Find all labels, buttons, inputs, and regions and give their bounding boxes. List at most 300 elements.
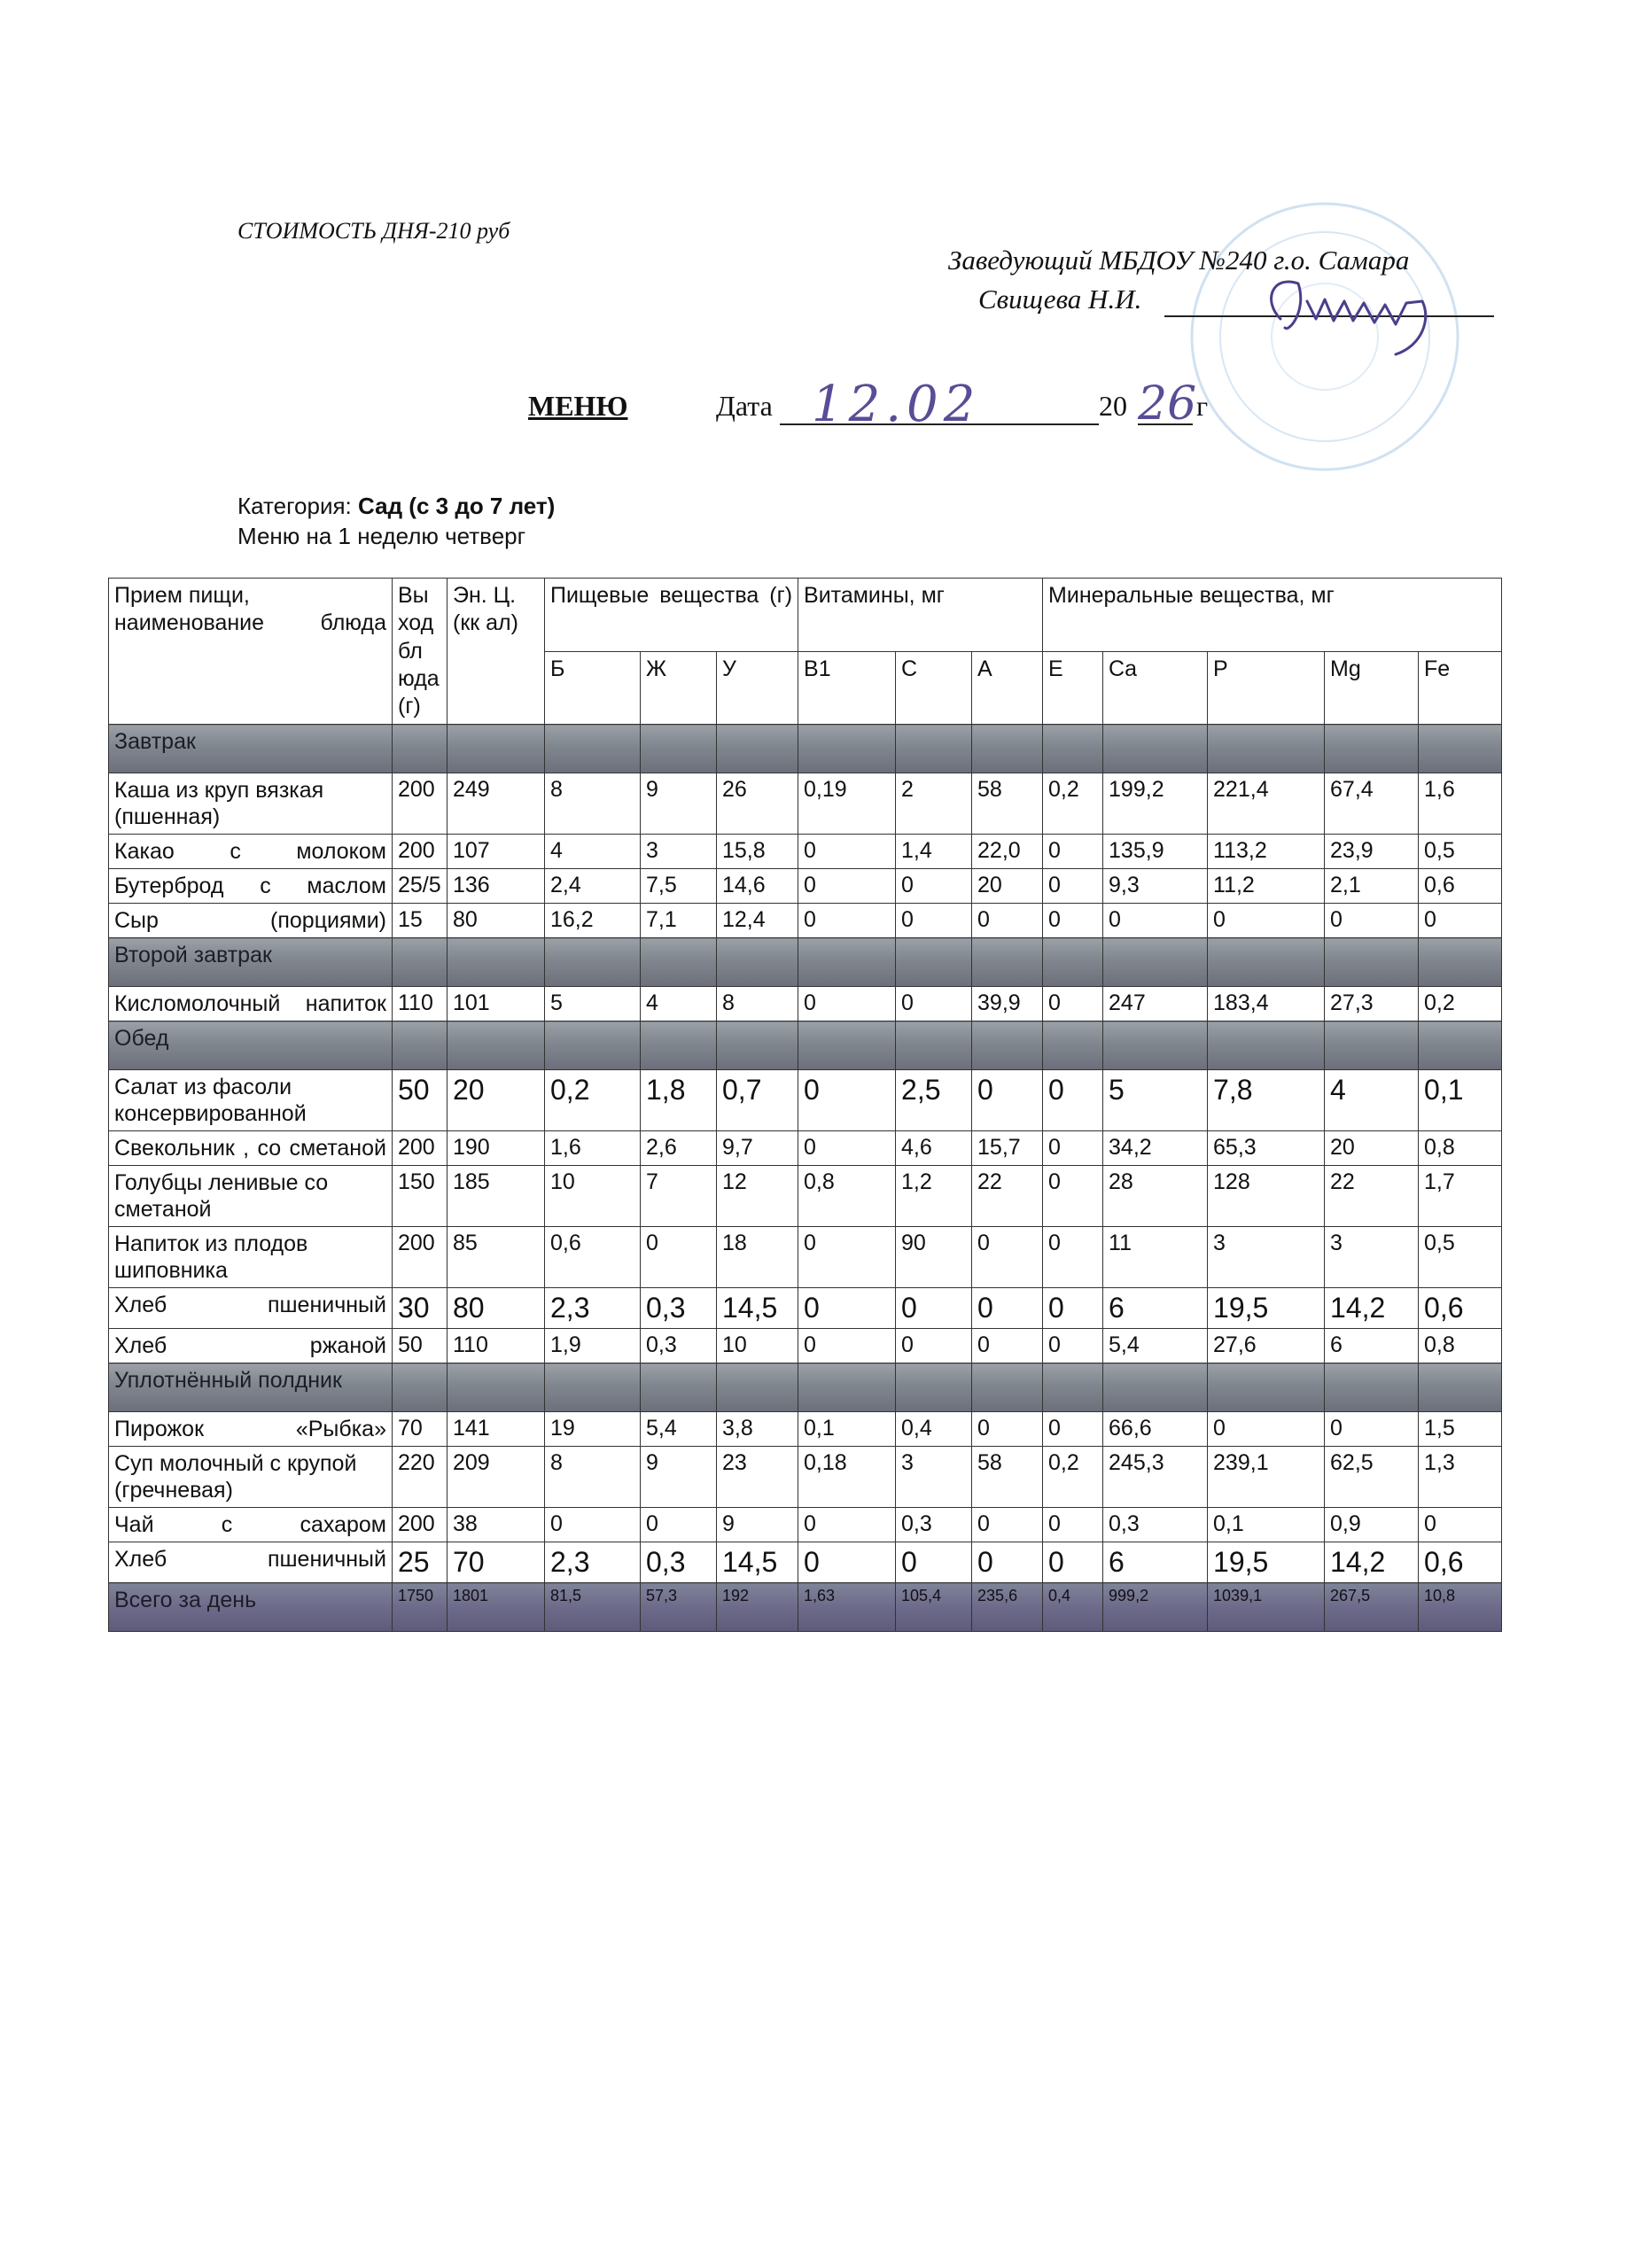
value-cell: 0,3 xyxy=(1103,1508,1208,1542)
dish-name: Хлеб пшеничный xyxy=(109,1542,393,1583)
value-cell: 9,7 xyxy=(717,1131,798,1166)
value-cell: 8 xyxy=(545,773,641,835)
table-row xyxy=(109,1542,1502,1583)
header-energy: Эн. Ц.(кк ал) xyxy=(448,579,545,725)
value-cell: 80 xyxy=(448,1288,545,1329)
value-cell: 220 xyxy=(393,1447,448,1508)
value-cell: 23,9 xyxy=(1325,835,1419,869)
value-cell: 0,2 xyxy=(1043,1447,1103,1508)
value-cell: 0 xyxy=(972,1542,1043,1583)
header-vitamins: Витамины, мг xyxy=(798,579,1043,652)
section-empty-cell xyxy=(1103,1021,1208,1070)
total-value-cell: 1750 xyxy=(393,1583,448,1632)
value-cell: 185 xyxy=(448,1166,545,1227)
value-cell: 101 xyxy=(448,987,545,1021)
value-cell: 58 xyxy=(972,1447,1043,1508)
subheader-cell: Fe xyxy=(1419,651,1502,725)
value-cell: 0,4 xyxy=(896,1412,972,1447)
value-cell: 0,3 xyxy=(896,1508,972,1542)
section-title: Обед xyxy=(109,1021,393,1070)
value-cell: 1,8 xyxy=(641,1070,717,1131)
value-cell: 200 xyxy=(393,835,448,869)
value-cell: 247 xyxy=(1103,987,1208,1021)
value-cell: 0,2 xyxy=(1419,987,1502,1021)
value-cell: 221,4 xyxy=(1208,773,1325,835)
value-cell: 80 xyxy=(448,904,545,938)
value-cell: 0 xyxy=(1043,1412,1103,1447)
value-cell: 1,4 xyxy=(896,835,972,869)
dish-name: Сыр (порциями) xyxy=(109,904,393,938)
section-empty-cell xyxy=(972,938,1043,987)
table-row xyxy=(109,1227,1502,1288)
table-row xyxy=(109,1329,1502,1363)
value-cell: 10 xyxy=(545,1166,641,1227)
value-cell: 0 xyxy=(1103,904,1208,938)
table-row xyxy=(109,1070,1502,1131)
value-cell: 0,8 xyxy=(1419,1131,1502,1166)
value-cell: 5,4 xyxy=(641,1412,717,1447)
total-value-cell: 999,2 xyxy=(1103,1583,1208,1632)
value-cell: 0 xyxy=(972,1412,1043,1447)
section-empty-cell xyxy=(1043,1363,1103,1412)
value-cell: 1,3 xyxy=(1419,1447,1502,1508)
menu-title: МЕНЮ xyxy=(528,390,628,422)
section-empty-cell xyxy=(798,938,896,987)
dish-name: Голубцы ленивые со сметаной xyxy=(109,1166,393,1227)
menu-table xyxy=(108,578,1502,1632)
value-cell: 27,3 xyxy=(1325,987,1419,1021)
value-cell: 249 xyxy=(448,773,545,835)
value-cell: 0,6 xyxy=(1419,1542,1502,1583)
value-cell: 113,2 xyxy=(1208,835,1325,869)
value-cell: 9 xyxy=(641,1447,717,1508)
value-cell: 70 xyxy=(448,1542,545,1583)
value-cell: 9,3 xyxy=(1103,869,1208,904)
value-cell: 0 xyxy=(972,1508,1043,1542)
value-cell: 200 xyxy=(393,773,448,835)
value-cell: 0 xyxy=(1208,904,1325,938)
head-name: Свищева Н.И. xyxy=(978,284,1142,315)
value-cell: 110 xyxy=(448,1329,545,1363)
value-cell: 0,1 xyxy=(798,1412,896,1447)
value-cell: 0 xyxy=(1043,904,1103,938)
value-cell: 0 xyxy=(972,1070,1043,1131)
section-empty-cell xyxy=(717,1021,798,1070)
value-cell: 85 xyxy=(448,1227,545,1288)
subheader-cell: B1 xyxy=(798,651,896,725)
section-empty-cell xyxy=(972,1363,1043,1412)
section-empty-cell xyxy=(896,1363,972,1412)
table-row xyxy=(109,835,1502,869)
value-cell: 0,19 xyxy=(798,773,896,835)
subheader-cell: A xyxy=(972,651,1043,725)
value-cell: 7,8 xyxy=(1208,1070,1325,1131)
table-row xyxy=(109,1166,1502,1227)
section-empty-cell xyxy=(1208,725,1325,773)
value-cell: 15,7 xyxy=(972,1131,1043,1166)
value-cell: 0 xyxy=(798,1070,896,1131)
section-empty-cell xyxy=(1103,938,1208,987)
value-cell: 11 xyxy=(1103,1227,1208,1288)
value-cell: 0,1 xyxy=(1208,1508,1325,1542)
value-cell: 0,8 xyxy=(1419,1329,1502,1363)
value-cell: 0 xyxy=(1043,1070,1103,1131)
value-cell: 67,4 xyxy=(1325,773,1419,835)
total-value-cell: 1,63 xyxy=(798,1583,896,1632)
section-empty-cell xyxy=(545,725,641,773)
value-cell: 6 xyxy=(1325,1329,1419,1363)
value-cell: 66,6 xyxy=(1103,1412,1208,1447)
value-cell: 11,2 xyxy=(1208,869,1325,904)
value-cell: 7,1 xyxy=(641,904,717,938)
value-cell: 141 xyxy=(448,1412,545,1447)
value-cell: 0 xyxy=(896,1542,972,1583)
value-cell: 4 xyxy=(641,987,717,1021)
value-cell: 12 xyxy=(717,1166,798,1227)
value-cell: 7,5 xyxy=(641,869,717,904)
total-label: Всего за день xyxy=(109,1583,393,1632)
section-empty-cell xyxy=(1325,1363,1419,1412)
value-cell: 0,6 xyxy=(545,1227,641,1288)
year-prefix: 20 xyxy=(1099,390,1127,422)
value-cell: 58 xyxy=(972,773,1043,835)
value-cell: 62,5 xyxy=(1325,1447,1419,1508)
value-cell: 6 xyxy=(1103,1288,1208,1329)
section-empty-cell xyxy=(393,1363,448,1412)
value-cell: 19,5 xyxy=(1208,1542,1325,1583)
menu-table-body xyxy=(109,725,1502,1632)
value-cell: 15,8 xyxy=(717,835,798,869)
table-row xyxy=(109,1447,1502,1508)
value-cell: 200 xyxy=(393,1131,448,1166)
section-empty-cell xyxy=(393,725,448,773)
section-empty-cell xyxy=(1208,1363,1325,1412)
value-cell: 0 xyxy=(1043,1329,1103,1363)
value-cell: 136 xyxy=(448,869,545,904)
value-cell: 0 xyxy=(1043,1227,1103,1288)
total-value-cell: 105,4 xyxy=(896,1583,972,1632)
value-cell: 26 xyxy=(717,773,798,835)
value-cell: 22 xyxy=(1325,1166,1419,1227)
value-cell: 0 xyxy=(798,904,896,938)
value-cell: 9 xyxy=(641,773,717,835)
value-cell: 239,1 xyxy=(1208,1447,1325,1508)
value-cell: 3 xyxy=(1325,1227,1419,1288)
value-cell: 3,8 xyxy=(717,1412,798,1447)
value-cell: 27,6 xyxy=(1208,1329,1325,1363)
value-cell: 20 xyxy=(972,869,1043,904)
value-cell: 6 xyxy=(1103,1542,1208,1583)
year-value: 26 xyxy=(1138,377,1197,431)
value-cell: 8 xyxy=(545,1447,641,1508)
table-row xyxy=(109,1412,1502,1447)
subheader-cell: P xyxy=(1208,651,1325,725)
value-cell: 16,2 xyxy=(545,904,641,938)
value-cell: 0 xyxy=(896,869,972,904)
value-cell: 0 xyxy=(1208,1412,1325,1447)
section-empty-cell xyxy=(1419,1021,1502,1070)
dish-name: Кисломолочный напиток xyxy=(109,987,393,1021)
value-cell: 0 xyxy=(972,904,1043,938)
value-cell: 2,5 xyxy=(896,1070,972,1131)
section-empty-cell xyxy=(1103,725,1208,773)
value-cell: 20 xyxy=(448,1070,545,1131)
value-cell: 12,4 xyxy=(717,904,798,938)
section-empty-cell xyxy=(1043,1021,1103,1070)
value-cell: 14,5 xyxy=(717,1288,798,1329)
value-cell: 0 xyxy=(1419,904,1502,938)
section-empty-cell xyxy=(717,1363,798,1412)
value-cell: 34,2 xyxy=(1103,1131,1208,1166)
total-value-cell: 235,6 xyxy=(972,1583,1043,1632)
category-line xyxy=(237,493,555,520)
value-cell: 0 xyxy=(641,1508,717,1542)
value-cell: 1,7 xyxy=(1419,1166,1502,1227)
total-value-cell: 81,5 xyxy=(545,1583,641,1632)
table-row xyxy=(109,1131,1502,1166)
section-empty-cell xyxy=(896,938,972,987)
head-title: Заведующий МБДОУ №240 г.о. Самара xyxy=(948,245,1410,276)
value-cell: 70 xyxy=(393,1412,448,1447)
value-cell: 0 xyxy=(896,987,972,1021)
value-cell: 0,9 xyxy=(1325,1508,1419,1542)
value-cell: 0 xyxy=(1325,1412,1419,1447)
value-cell: 200 xyxy=(393,1227,448,1288)
value-cell: 39,9 xyxy=(972,987,1043,1021)
table-row xyxy=(109,869,1502,904)
section-empty-cell xyxy=(896,725,972,773)
value-cell: 14,2 xyxy=(1325,1542,1419,1583)
value-cell: 50 xyxy=(393,1070,448,1131)
value-cell: 8 xyxy=(717,987,798,1021)
date-value: 12.02 xyxy=(812,376,981,433)
value-cell: 200 xyxy=(393,1508,448,1542)
subheader-cell: Ж xyxy=(641,651,717,725)
value-cell: 22 xyxy=(972,1166,1043,1227)
value-cell: 0,7 xyxy=(717,1070,798,1131)
section-empty-cell xyxy=(448,938,545,987)
date-label: Дата xyxy=(716,390,773,422)
dish-name: Салат из фасоли консервированной xyxy=(109,1070,393,1131)
value-cell: 0 xyxy=(1043,835,1103,869)
value-cell: 20 xyxy=(1325,1131,1419,1166)
value-cell: 0 xyxy=(798,987,896,1021)
section-empty-cell xyxy=(717,938,798,987)
value-cell: 10 xyxy=(717,1329,798,1363)
value-cell: 22,0 xyxy=(972,835,1043,869)
total-value-cell: 192 xyxy=(717,1583,798,1632)
section-empty-cell xyxy=(896,1021,972,1070)
value-cell: 9 xyxy=(717,1508,798,1542)
value-cell: 107 xyxy=(448,835,545,869)
section-empty-cell xyxy=(972,725,1043,773)
value-cell: 0,5 xyxy=(1419,835,1502,869)
section-empty-cell xyxy=(545,938,641,987)
value-cell: 15 xyxy=(393,904,448,938)
value-cell: 2 xyxy=(896,773,972,835)
value-cell: 3 xyxy=(641,835,717,869)
value-cell: 0,2 xyxy=(1043,773,1103,835)
value-cell: 0 xyxy=(641,1227,717,1288)
section-empty-cell xyxy=(545,1021,641,1070)
section-empty-cell xyxy=(393,1021,448,1070)
value-cell: 0 xyxy=(798,1329,896,1363)
section-empty-cell xyxy=(1208,1021,1325,1070)
value-cell: 19 xyxy=(545,1412,641,1447)
value-cell: 0,1 xyxy=(1419,1070,1502,1131)
total-value-cell: 0,4 xyxy=(1043,1583,1103,1632)
value-cell: 0 xyxy=(1043,1131,1103,1166)
table-row xyxy=(109,773,1502,835)
value-cell: 190 xyxy=(448,1131,545,1166)
value-cell: 0,5 xyxy=(1419,1227,1502,1288)
value-cell: 1,6 xyxy=(545,1131,641,1166)
dish-name: Напиток из плодов шиповника xyxy=(109,1227,393,1288)
category-value: Сад (с 3 до 7 лет) xyxy=(358,493,556,519)
section-empty-cell xyxy=(641,1363,717,1412)
value-cell: 25 xyxy=(393,1542,448,1583)
table-row xyxy=(109,1288,1502,1329)
value-cell: 0 xyxy=(798,1508,896,1542)
value-cell: 0 xyxy=(1043,1166,1103,1227)
value-cell: 0 xyxy=(798,1227,896,1288)
subheader-cell: Б xyxy=(545,651,641,725)
section-empty-cell xyxy=(1419,1363,1502,1412)
value-cell: 4 xyxy=(1325,1070,1419,1131)
total-value-cell: 1039,1 xyxy=(1208,1583,1325,1632)
value-cell: 0 xyxy=(798,835,896,869)
section-title: Завтрак xyxy=(109,725,393,773)
section-empty-cell xyxy=(1325,1021,1419,1070)
value-cell: 0 xyxy=(1043,869,1103,904)
value-cell: 2,3 xyxy=(545,1288,641,1329)
section-empty-cell xyxy=(545,1363,641,1412)
table-row xyxy=(109,987,1502,1021)
section-empty-cell xyxy=(1208,938,1325,987)
value-cell: 0 xyxy=(896,1329,972,1363)
value-cell: 65,3 xyxy=(1208,1131,1325,1166)
year-suffix: г xyxy=(1196,390,1209,422)
section-empty-cell xyxy=(1325,938,1419,987)
value-cell: 50 xyxy=(393,1329,448,1363)
value-cell: 3 xyxy=(896,1447,972,1508)
value-cell: 0,18 xyxy=(798,1447,896,1508)
value-cell: 0,6 xyxy=(1419,1288,1502,1329)
value-cell: 110 xyxy=(393,987,448,1021)
header-nutrients: Пищевые вещества (г) xyxy=(545,579,798,652)
value-cell: 0 xyxy=(896,904,972,938)
section-empty-cell xyxy=(448,1363,545,1412)
section-empty-cell xyxy=(448,1021,545,1070)
value-cell: 0 xyxy=(798,869,896,904)
section-empty-cell xyxy=(393,938,448,987)
category-label: Категория: xyxy=(237,493,352,519)
section-empty-cell xyxy=(1103,1363,1208,1412)
value-cell: 135,9 xyxy=(1103,835,1208,869)
section-empty-cell xyxy=(1419,725,1502,773)
value-cell: 0,2 xyxy=(545,1070,641,1131)
section-empty-cell xyxy=(641,1021,717,1070)
value-cell: 0,3 xyxy=(641,1329,717,1363)
subheader-cell: E xyxy=(1043,651,1103,725)
subheader-cell: У xyxy=(717,651,798,725)
value-cell: 0,8 xyxy=(798,1166,896,1227)
value-cell: 209 xyxy=(448,1447,545,1508)
value-cell: 5,4 xyxy=(1103,1329,1208,1363)
dish-name: Пирожок «Рыбка» xyxy=(109,1412,393,1447)
value-cell: 25/5 xyxy=(393,869,448,904)
value-cell: 1,5 xyxy=(1419,1412,1502,1447)
value-cell: 5 xyxy=(1103,1070,1208,1131)
value-cell: 30 xyxy=(393,1288,448,1329)
section-empty-cell xyxy=(717,725,798,773)
value-cell: 0 xyxy=(972,1227,1043,1288)
value-cell: 245,3 xyxy=(1103,1447,1208,1508)
value-cell: 0 xyxy=(1043,987,1103,1021)
handwritten-signature xyxy=(1245,266,1458,368)
menu-subtitle: Меню на 1 неделю четверг xyxy=(237,523,526,549)
value-cell: 199,2 xyxy=(1103,773,1208,835)
subheader-cell: C xyxy=(896,651,972,725)
value-cell: 3 xyxy=(1208,1227,1325,1288)
dish-name: Суп молочный с крупой (гречневая) xyxy=(109,1447,393,1508)
value-cell: 0 xyxy=(972,1329,1043,1363)
dish-name: Бутерброд с маслом xyxy=(109,869,393,904)
value-cell: 4,6 xyxy=(896,1131,972,1166)
dish-name: Каша из круп вязкая (пшенная) xyxy=(109,773,393,835)
value-cell: 0 xyxy=(1043,1508,1103,1542)
subheader-cell: Ca xyxy=(1103,651,1208,725)
section-empty-cell xyxy=(798,1363,896,1412)
value-cell: 0,3 xyxy=(641,1542,717,1583)
header-minerals: Минеральные вещества, мг xyxy=(1043,579,1502,652)
value-cell: 1,9 xyxy=(545,1329,641,1363)
value-cell: 0 xyxy=(972,1288,1043,1329)
dish-name: Хлеб ржаной xyxy=(109,1329,393,1363)
value-cell: 1,6 xyxy=(1419,773,1502,835)
value-cell: 150 xyxy=(393,1166,448,1227)
total-value-cell: 57,3 xyxy=(641,1583,717,1632)
value-cell: 19,5 xyxy=(1208,1288,1325,1329)
value-cell: 0 xyxy=(1325,904,1419,938)
dish-name: Чай с сахаром xyxy=(109,1508,393,1542)
table-row xyxy=(109,1508,1502,1542)
subheader-cell: Mg xyxy=(1325,651,1419,725)
section-empty-cell xyxy=(1043,725,1103,773)
section-row xyxy=(109,725,1502,773)
value-cell: 14,6 xyxy=(717,869,798,904)
section-row xyxy=(109,1363,1502,1412)
value-cell: 23 xyxy=(717,1447,798,1508)
value-cell: 1,2 xyxy=(896,1166,972,1227)
value-cell: 18 xyxy=(717,1227,798,1288)
value-cell: 14,5 xyxy=(717,1542,798,1583)
value-cell: 183,4 xyxy=(1208,987,1325,1021)
total-value-cell: 10,8 xyxy=(1419,1583,1502,1632)
value-cell: 90 xyxy=(896,1227,972,1288)
menu-date-row xyxy=(528,376,1237,433)
value-cell: 2,4 xyxy=(545,869,641,904)
value-cell: 0 xyxy=(1419,1508,1502,1542)
section-empty-cell xyxy=(972,1021,1043,1070)
header-yield: Вы ход бл юда (г) xyxy=(393,579,448,725)
section-empty-cell xyxy=(641,938,717,987)
value-cell: 2,1 xyxy=(1325,869,1419,904)
value-cell: 2,3 xyxy=(545,1542,641,1583)
value-cell: 0,3 xyxy=(641,1288,717,1329)
section-title: Второй завтрак xyxy=(109,938,393,987)
value-cell: 0 xyxy=(1043,1542,1103,1583)
